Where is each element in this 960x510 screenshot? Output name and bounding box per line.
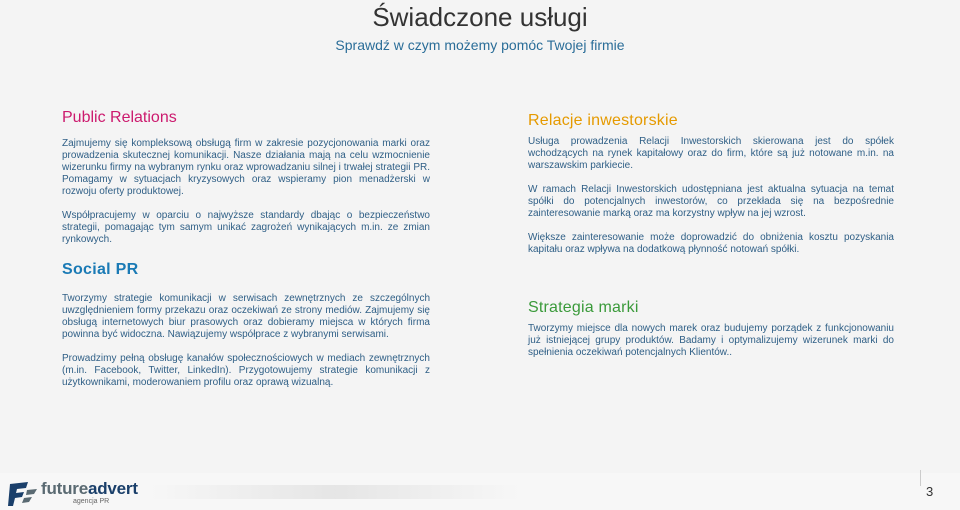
futureadvert-logo [8,480,138,508]
footer-shade [150,485,520,499]
social-pr-heading: Social PR [62,261,139,278]
section-social-pr [62,261,430,389]
relacje-heading: Relacje inwestorskie [528,112,678,129]
footer-divider [920,470,921,486]
social-pr-paragraph-1: Tworzymy strategie komunikacji w serwisach zewnętrznych ze szczególnych uwzględnieniem formy przekazu oraz oczekiwań ze strony mediów. Zajmujemy się obsługą internetowych biur prasowych oraz dobieramy miejsca w których firma powinna być widoczna. Nawiązujemy współprace z wybranymi serwisami. [62,293,430,340]
relacje-paragraph-1: Usługa prowadzenia Relacji Inwestorskich skierowana jest do spółek wchodzących na rynek kapitałowy oraz do firm, które są już notowane m.in. na warszawskim parkiecie. [528,136,894,171]
logo-name-part2: advert [87,479,138,498]
page-subtitle: Sprawdź w czym możemy pomóc Twojej firmie [335,37,625,53]
strategia-paragraph-1: Tworzymy miejsce dla nowych marek oraz budujemy porządek z funkcjonowaniu już istniejącej grupy produktów. Badamy i optymalizujemy wizerunek marki do spełnienia oczekiwań potencjalnych Klientów.. [528,323,894,358]
section-strategia-marki [528,299,894,359]
logo-mark-icon [8,480,38,508]
social-pr-paragraph-2: Prowadzimy pełną obsługę kanałów społecznościowych w mediach zewnętrznych (m.in. Facebook, Twitter, LinkedIn). Przygotowujemy strategie komunikacji z użytkownikami, moderowaniem profilu oraz oprawą wizualną. [62,353,430,388]
page-number: 3 [926,484,934,499]
section-relacje-inwestorskie [528,112,894,256]
public-relations-heading: Public Relations [62,109,177,126]
page-title: Świadczone usługi [372,2,588,32]
public-relations-paragraph-1: Zajmujemy się kompleksową obsługą firm w zakresie pozycjonowania marki oraz prowadzenia skutecznej komunikacji. Nasze działania mają na celu wzmocnienie wizerunku firmy na wybranym rynku oraz wprowadzaniu silnej i trwałej strategii PR. Pomagamy w sytuacjach kryzysowych oraz wspieramy pion menadżerski w rozwoju oferty produktowej. [62,138,430,197]
strategia-heading: Strategia marki [528,299,639,316]
section-public-relations [62,109,430,246]
public-relations-paragraph-2: Współpracujemy w oparciu o najwyższe standardy dbając o bezpieczeństwo strategii, pomagając tym samym unikać zagrożeń wynikających m.in. ze zmian rynkowych. [62,210,430,245]
relacje-paragraph-2: W ramach Relacji Inwestorskich udostępniana jest aktualna sytuacja na temat spółki do potencjalnych inwestorów, co przekłada się na bezpośrednie zainteresowanie marką oraz ma korzystny wpływ na jej wzrost. [528,184,894,219]
relacje-paragraph-3: Większe zainteresowanie może doprowadzić do obniżenia kosztu pozyskania kapitału oraz wpływa na dodatkową płynność notowań spółki. [528,232,894,255]
logo-subtitle: agencja PR [73,498,110,505]
logo-name-part1: future [41,479,88,498]
